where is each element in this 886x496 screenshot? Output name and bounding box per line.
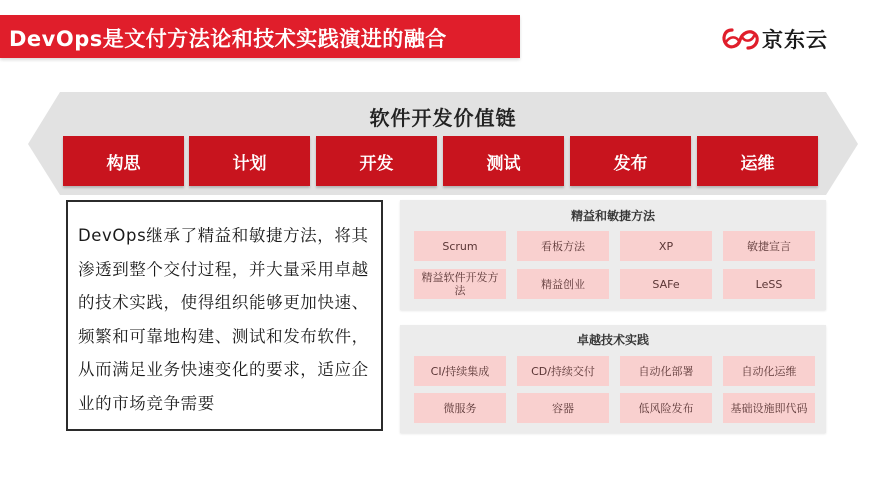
practice-chip: 微服务 <box>414 393 506 423</box>
method-chip: XP <box>620 231 712 261</box>
tech-practices-title: 卓越技术实践 <box>576 333 649 347</box>
practice-chip: 容器 <box>517 393 609 423</box>
jd-cloud-logo-icon <box>720 26 760 52</box>
practice-chip: 基础设施即代码 <box>723 393 815 423</box>
stage-testing: 测试 <box>443 136 564 186</box>
practice-chip: CI/持续集成 <box>414 356 506 386</box>
value-chain-title: 软件开发价值链 <box>369 106 517 130</box>
method-chip: LeSS <box>723 269 815 299</box>
practice-chip: 自动化部署 <box>620 356 712 386</box>
brand-logo <box>720 24 828 54</box>
logo-text: 京东云 <box>762 28 828 52</box>
lean-agile-title: 精益和敏捷方法 <box>570 209 655 223</box>
tech-practices-panel <box>400 325 826 433</box>
lean-agile-panel <box>400 200 826 310</box>
page-title: DevOps是文付方法论和技术实践演进的融合 <box>9 27 447 51</box>
stage-development: 开发 <box>316 136 437 186</box>
method-chip: 精益软件开发方法 <box>414 269 506 299</box>
title-banner <box>0 15 520 58</box>
stage-ideation: 构思 <box>63 136 184 186</box>
practice-chip: 自动化运维 <box>723 356 815 386</box>
practice-chip: 低风险发布 <box>620 393 712 423</box>
method-chip: 精益创业 <box>517 269 609 299</box>
stage-operations: 运维 <box>697 136 818 186</box>
stage-release: 发布 <box>570 136 691 186</box>
method-chip: Scrum <box>414 231 506 261</box>
description-text: DevOps继承了精益和敏捷方法，将其渗透到整个交付过程，并大量采用卓越的技术实践，使得组织能够更加快速、频繁和可靠地构建、测试和发布软件，从而满足业务快速变化的要求，适应企业的市场竞争需要 <box>78 226 369 413</box>
practice-chip: CD/持续交付 <box>517 356 609 386</box>
method-chip: 敏捷宣言 <box>723 231 815 261</box>
description-box <box>66 200 383 431</box>
method-chip: 看板方法 <box>517 231 609 261</box>
stage-planning: 计划 <box>189 136 310 186</box>
method-chip: SAFe <box>620 269 712 299</box>
